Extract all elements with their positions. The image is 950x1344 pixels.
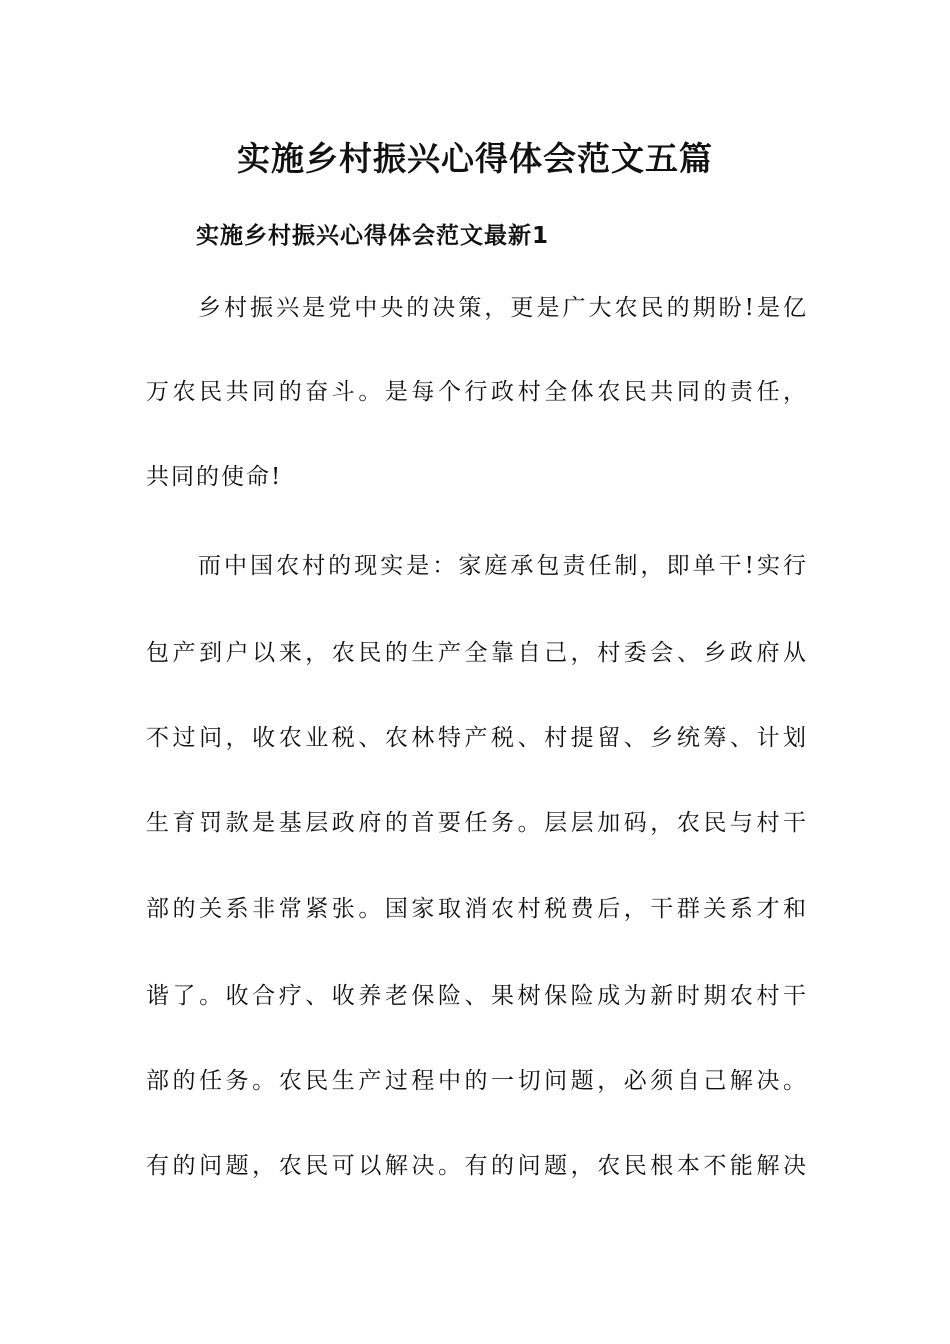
paragraph-line: 共同的使命! bbox=[146, 464, 283, 490]
paragraph-line: 不过问，收农业税、农林特产税、村提留、乡统筹、计划 bbox=[146, 725, 806, 751]
paragraph-line: 乡村振兴是党中央的决策，更是广大农民的期盼!是亿 bbox=[198, 295, 806, 321]
section-heading: 实施乡村振兴心得体会范文最新1 bbox=[196, 223, 550, 249]
paragraph-line: 有的问题，农民可以解决。有的问题，农民根本不能解决 bbox=[146, 1153, 806, 1179]
paragraph-line: 谐了。收合疗、收养老保险、果树保险成为新时期农村干 bbox=[146, 983, 806, 1009]
paragraph-line: 包产到户以来，农民的生产全靠自己，村委会、乡政府从 bbox=[146, 640, 806, 666]
document-title: 实施乡村振兴心得体会范文五篇 bbox=[237, 139, 713, 178]
paragraph-line: 而中国农村的现实是：家庭承包责任制，即单干!实行 bbox=[198, 553, 806, 579]
paragraph-line: 部的关系非常紧张。国家取消农村税费后，干群关系才和 bbox=[146, 896, 806, 922]
paragraph-line: 部的任务。农民生产过程中的一切问题，必须自己解决。 bbox=[146, 1068, 806, 1094]
paragraph-line: 万农民共同的奋斗。是每个行政村全体农民共同的责任， bbox=[146, 379, 806, 405]
paragraph-line: 生育罚款是基层政府的首要任务。层层加码，农民与村干 bbox=[146, 810, 806, 836]
